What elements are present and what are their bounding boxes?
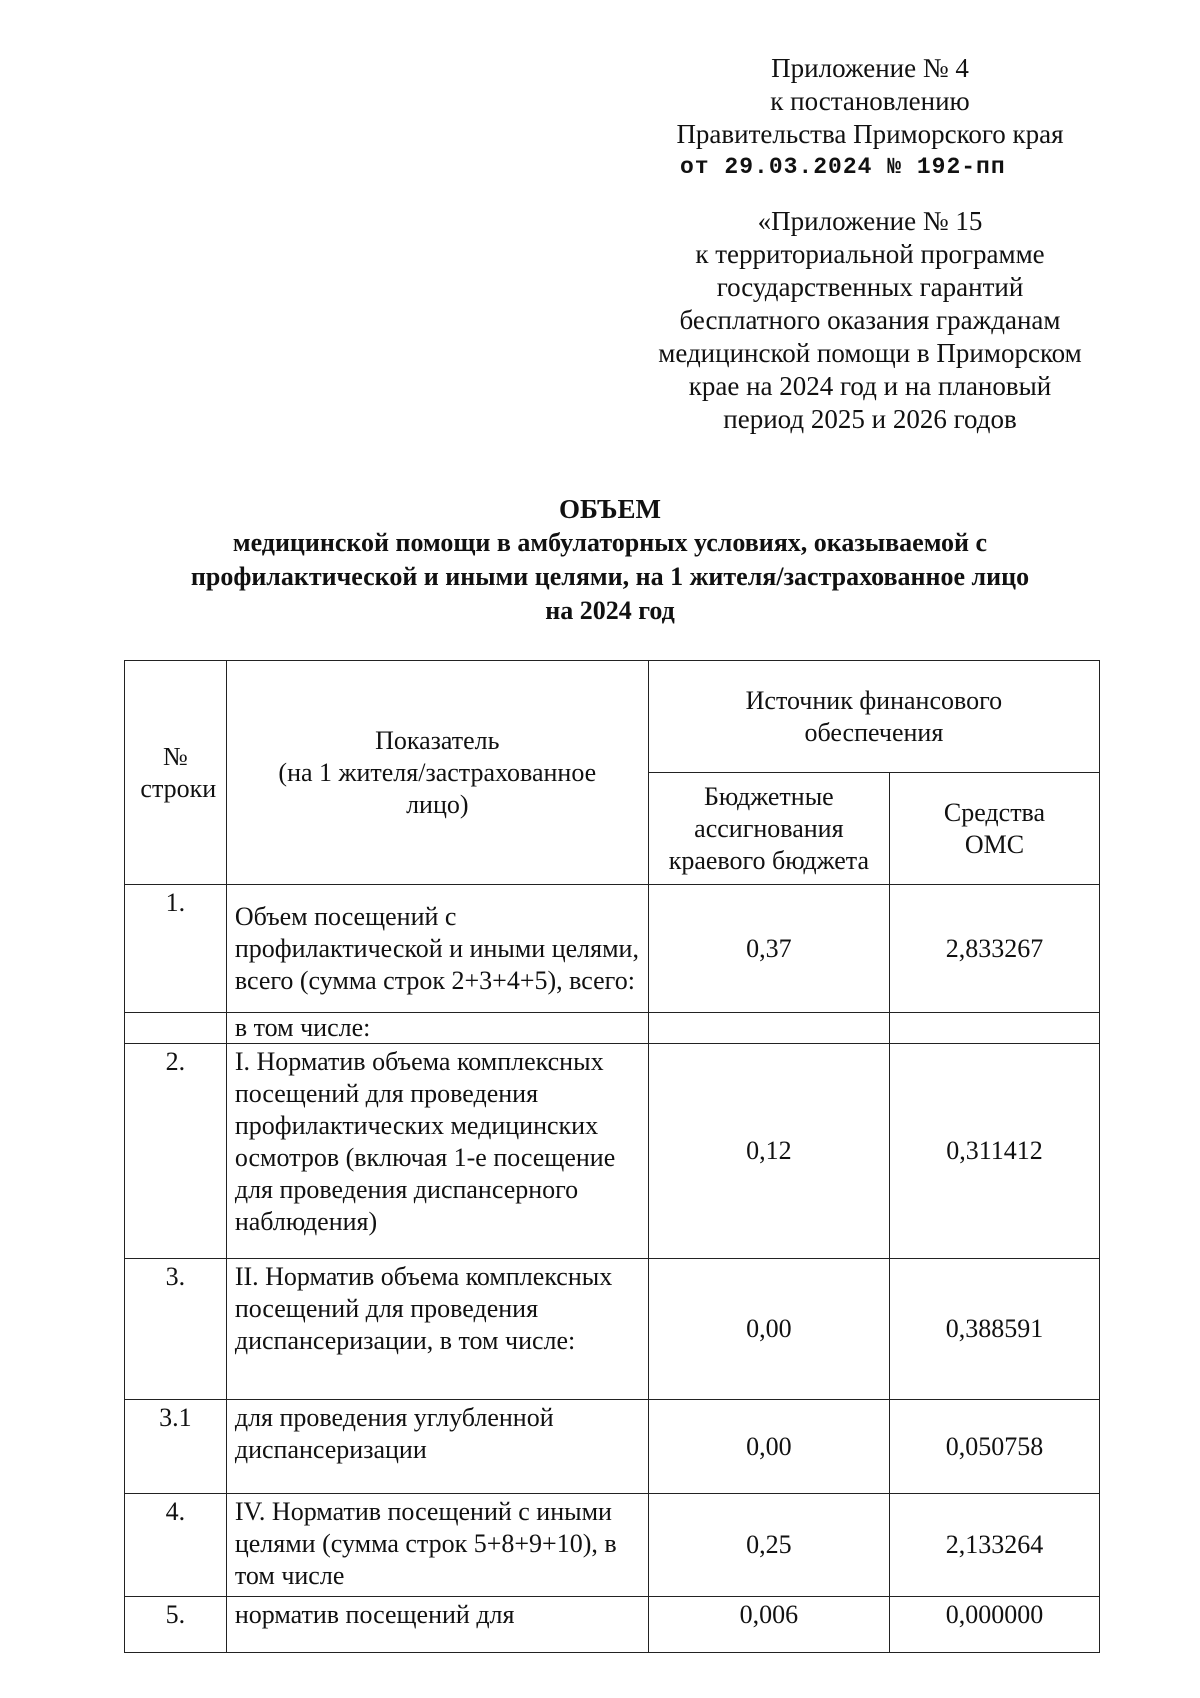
volume-table <box>124 660 1100 1653</box>
row-indicator: в том числе: <box>226 1013 648 1044</box>
appendix-line: бесплатного оказания гражданам <box>679 305 1061 335</box>
header-oms: Средства ОМС <box>889 773 1099 885</box>
appendix-line: медицинской помощи в Приморском <box>658 338 1082 368</box>
row-oms-value: 0,311412 <box>889 1044 1099 1259</box>
row-number: 2. <box>125 1044 227 1259</box>
row-budget-value: 0,006 <box>648 1597 889 1653</box>
appendix-line: к территориальной программе <box>695 239 1045 269</box>
header-indicator <box>226 661 648 885</box>
row-number: 5. <box>125 1597 227 1653</box>
document-title <box>110 492 1110 628</box>
row-budget-value: 0,00 <box>648 1400 889 1494</box>
row-oms-value <box>889 1013 1099 1044</box>
header-row-number-label: № строки <box>140 741 217 803</box>
appendix-line: государственных гарантий <box>716 272 1024 302</box>
decree-stamp: от 29.03.2024 № 192-пп <box>680 154 1006 180</box>
row-number: 4. <box>125 1494 227 1597</box>
row-indicator: для проведения углубленной диспансеризации <box>226 1400 648 1494</box>
table-header-row <box>125 661 1100 773</box>
row-number: 1. <box>125 885 227 1013</box>
row-indicator: IV. Норматив посещений с иными целями (сумма строк 5+8+9+10), в том числе <box>226 1494 648 1597</box>
row-oms-value: 2,133264 <box>889 1494 1099 1597</box>
header-line-government: Правительства Приморского края <box>676 119 1064 149</box>
row-oms-value: 0,050758 <box>889 1400 1099 1494</box>
row-number <box>125 1013 227 1044</box>
appendix-line: период 2025 и 2026 годов <box>723 404 1017 434</box>
table-row <box>125 1013 1100 1044</box>
appendix-reference <box>620 205 1120 436</box>
header-row-number <box>125 661 227 885</box>
table-row <box>125 1597 1100 1653</box>
row-indicator: норматив посещений для <box>226 1597 648 1653</box>
row-budget-value <box>648 1013 889 1044</box>
row-number: 3. <box>125 1259 227 1400</box>
header-budget: Бюджетные ассигнования краевого бюджета <box>648 773 889 885</box>
row-budget-value: 0,00 <box>648 1259 889 1400</box>
title-line: профилактической и иными целями, на 1 жителя/застрахованное лицо <box>190 562 1030 591</box>
table-row <box>125 1259 1100 1400</box>
header-funding-source: Источник финансового обеспечения <box>648 661 1099 773</box>
header-indicator-sub: (на 1 жителя/застрахованное лицо) <box>278 757 597 819</box>
row-oms-value: 0,000000 <box>889 1597 1099 1653</box>
header-line-appendix: Приложение № 4 <box>771 53 969 83</box>
table-row <box>125 885 1100 1013</box>
row-indicator: I. Норматив объема комплексных посещений для проведения профилактических медицинских осмотров (включая 1-е посещение для проведения диспансерного наблюдения) <box>226 1044 648 1259</box>
title-line: медицинской помощи в амбулаторных условиях, оказываемой с <box>232 528 988 557</box>
header-line-resolution: к постановлению <box>770 86 970 116</box>
appendix-line: «Приложение № 15 <box>757 206 983 236</box>
row-indicator: II. Норматив объема комплексных посещений для проведения диспансеризации, в том числе: <box>226 1259 648 1400</box>
row-indicator: Объем посещений с профилактической и иными целями, всего (сумма строк 2+3+4+5), всего: <box>226 885 648 1013</box>
table-row <box>125 1400 1100 1494</box>
row-oms-value: 2,833267 <box>889 885 1099 1013</box>
row-budget-value: 0,12 <box>648 1044 889 1259</box>
title-line: на 2024 год <box>545 596 675 625</box>
row-oms-value: 0,388591 <box>889 1259 1099 1400</box>
title-main: ОБЪЕМ <box>559 494 661 524</box>
row-budget-value: 0,37 <box>648 885 889 1013</box>
row-budget-value: 0,25 <box>648 1494 889 1597</box>
table-row <box>125 1494 1100 1597</box>
document-header <box>640 52 1100 184</box>
appendix-line: крае на 2024 год и на плановый <box>688 371 1052 401</box>
header-indicator-label: Показатель <box>375 725 500 755</box>
row-number: 3.1 <box>125 1400 227 1494</box>
table-row <box>125 1044 1100 1259</box>
